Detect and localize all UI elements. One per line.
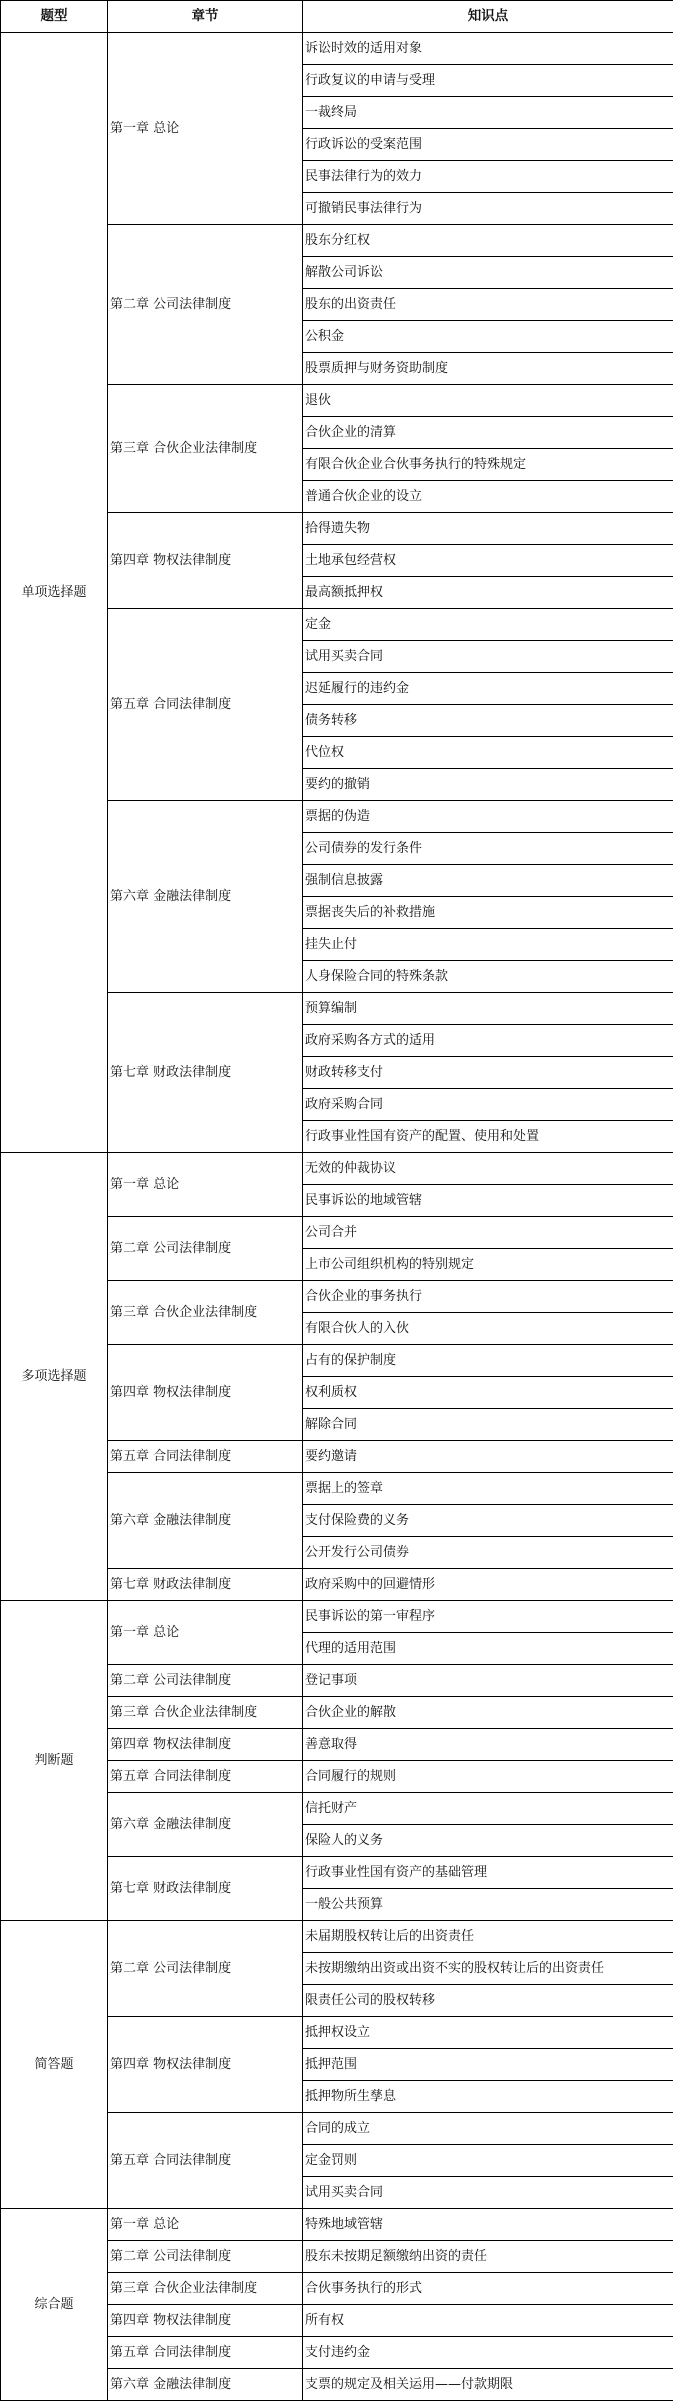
- table-row: [1, 1601, 673, 1633]
- chapter-cell: 第七章 财政法律制度: [108, 1857, 303, 1921]
- knowledge-point-cell: 登记事项: [303, 1665, 673, 1697]
- header-knowledge-point: 知识点: [303, 1, 673, 33]
- knowledge-point-cell: 定金罚则: [303, 2145, 673, 2177]
- knowledge-point-cell: 股东的出资责任: [303, 289, 673, 321]
- chapter-cell: 第三章 合伙企业法律制度: [108, 1697, 303, 1729]
- knowledge-point-cell: 公开发行公司债券: [303, 1537, 673, 1569]
- chapter-cell: 第六章 金融法律制度: [108, 1473, 303, 1569]
- knowledge-point-cell: 定金: [303, 609, 673, 641]
- header-chapter: 章节: [108, 1, 303, 33]
- chapter-cell: 第六章 金融法律制度: [108, 2369, 303, 2401]
- chapter-cell: 第四章 物权法律制度: [108, 1345, 303, 1441]
- knowledge-point-cell: 政府采购各方式的适用: [303, 1025, 673, 1057]
- knowledge-point-cell: 预算编制: [303, 993, 673, 1025]
- knowledge-point-cell: 政府采购合同: [303, 1089, 673, 1121]
- chapter-cell: 第四章 物权法律制度: [108, 513, 303, 609]
- knowledge-point-cell: 公司债券的发行条件: [303, 833, 673, 865]
- knowledge-point-cell: 试用买卖合同: [303, 641, 673, 673]
- knowledge-point-cell: 上市公司组织机构的特别规定: [303, 1249, 673, 1281]
- chapter-cell: 第三章 合伙企业法律制度: [108, 1281, 303, 1345]
- knowledge-point-cell: 诉讼时效的适用对象: [303, 33, 673, 65]
- knowledge-point-cell: 试用买卖合同: [303, 2177, 673, 2209]
- knowledge-point-cell: 人身保险合同的特殊条款: [303, 961, 673, 993]
- knowledge-point-cell: 行政诉讼的受案范围: [303, 129, 673, 161]
- chapter-cell: 第五章 合同法律制度: [108, 1761, 303, 1793]
- table-row: [1, 1921, 673, 1953]
- knowledge-point-cell: 股票质押与财务资助制度: [303, 353, 673, 385]
- knowledge-point-cell: 行政复议的申请与受理: [303, 65, 673, 97]
- knowledge-point-cell: 退伙: [303, 385, 673, 417]
- table-body: [1, 33, 673, 2401]
- knowledge-point-cell: 挂失止付: [303, 929, 673, 961]
- chapter-cell: 第二章 公司法律制度: [108, 1217, 303, 1281]
- knowledge-point-cell: 善意取得: [303, 1729, 673, 1761]
- question-type-cell: 多项选择题: [1, 1153, 108, 1601]
- chapter-cell: 第二章 公司法律制度: [108, 2241, 303, 2273]
- chapter-cell: 第五章 合同法律制度: [108, 2113, 303, 2209]
- knowledge-point-cell: 支票的规定及相关运用——付款期限: [303, 2369, 673, 2401]
- chapter-cell: 第四章 物权法律制度: [108, 2305, 303, 2337]
- question-type-cell: 简答题: [1, 1921, 108, 2209]
- knowledge-point-cell: 合伙企业的清算: [303, 417, 673, 449]
- question-type-cell: 单项选择题: [1, 33, 108, 1153]
- knowledge-point-cell: 债务转移: [303, 705, 673, 737]
- knowledge-point-cell: 公积金: [303, 321, 673, 353]
- header-question-type: 题型: [1, 1, 108, 33]
- knowledge-point-cell: 代位权: [303, 737, 673, 769]
- knowledge-point-cell: 无效的仲裁协议: [303, 1153, 673, 1185]
- knowledge-point-cell: 保险人的义务: [303, 1825, 673, 1857]
- chapter-cell: 第二章 公司法律制度: [108, 225, 303, 385]
- knowledge-point-cell: 合同履行的规则: [303, 1761, 673, 1793]
- knowledge-point-cell: 公司合并: [303, 1217, 673, 1249]
- knowledge-point-cell: 拾得遗失物: [303, 513, 673, 545]
- table-row: [1, 1153, 673, 1185]
- knowledge-point-cell: 票据的伪造: [303, 801, 673, 833]
- knowledge-point-cell: 合伙企业的事务执行: [303, 1281, 673, 1313]
- chapter-cell: 第一章 总论: [108, 1601, 303, 1665]
- knowledge-point-cell: 抵押权设立: [303, 2017, 673, 2049]
- knowledge-point-cell: 特殊地域管辖: [303, 2209, 673, 2241]
- knowledge-point-cell: 强制信息披露: [303, 865, 673, 897]
- knowledge-point-cell: 票据丧失后的补救措施: [303, 897, 673, 929]
- chapter-cell: 第二章 公司法律制度: [108, 1665, 303, 1697]
- knowledge-point-cell: 民事诉讼的第一审程序: [303, 1601, 673, 1633]
- knowledge-point-cell: 土地承包经营权: [303, 545, 673, 577]
- chapter-cell: 第五章 合同法律制度: [108, 609, 303, 801]
- knowledge-point-cell: 解除合同: [303, 1409, 673, 1441]
- chapter-cell: 第五章 合同法律制度: [108, 1441, 303, 1473]
- knowledge-point-cell: 迟延履行的违约金: [303, 673, 673, 705]
- chapter-cell: 第七章 财政法律制度: [108, 1569, 303, 1601]
- knowledge-point-cell: 票据上的签章: [303, 1473, 673, 1505]
- knowledge-point-cell: 抵押物所生孳息: [303, 2081, 673, 2113]
- chapter-cell: 第三章 合伙企业法律制度: [108, 2273, 303, 2305]
- chapter-cell: 第五章 合同法律制度: [108, 2337, 303, 2369]
- knowledge-point-cell: 代理的适用范围: [303, 1633, 673, 1665]
- chapter-cell: 第三章 合伙企业法律制度: [108, 385, 303, 513]
- chapter-cell: 第一章 总论: [108, 1153, 303, 1217]
- knowledge-point-cell: 信托财产: [303, 1793, 673, 1825]
- table-header-row: [1, 1, 673, 33]
- knowledge-point-cell: 股东未按期足额缴纳出资的责任: [303, 2241, 673, 2273]
- table-row: [1, 33, 673, 65]
- knowledge-point-cell: 解散公司诉讼: [303, 257, 673, 289]
- chapter-cell: 第二章 公司法律制度: [108, 1921, 303, 2017]
- question-type-cell: 综合题: [1, 2209, 108, 2401]
- knowledge-point-cell: 政府采购中的回避情形: [303, 1569, 673, 1601]
- chapter-cell: 第一章 总论: [108, 33, 303, 225]
- chapter-cell: 第四章 物权法律制度: [108, 1729, 303, 1761]
- knowledge-point-cell: 普通合伙企业的设立: [303, 481, 673, 513]
- knowledge-point-cell: 合伙企业的解散: [303, 1697, 673, 1729]
- knowledge-point-cell: 所有权: [303, 2305, 673, 2337]
- knowledge-point-cell: 财政转移支付: [303, 1057, 673, 1089]
- knowledge-point-cell: 最高额抵押权: [303, 577, 673, 609]
- knowledge-point-cell: 占有的保护制度: [303, 1345, 673, 1377]
- knowledge-point-cell: 有限合伙人的入伙: [303, 1313, 673, 1345]
- knowledge-point-cell: 合同的成立: [303, 2113, 673, 2145]
- knowledge-point-cell: 合伙事务执行的形式: [303, 2273, 673, 2305]
- question-type-cell: 判断题: [1, 1601, 108, 1921]
- knowledge-point-cell: 可撤销民事法律行为: [303, 193, 673, 225]
- knowledge-point-cell: 要约邀请: [303, 1441, 673, 1473]
- knowledge-point-cell: 有限合伙企业合伙事务执行的特殊规定: [303, 449, 673, 481]
- knowledge-point-cell: 权利质权: [303, 1377, 673, 1409]
- knowledge-point-cell: 抵押范围: [303, 2049, 673, 2081]
- knowledge-point-cell: 未按期缴纳出资或出资不实的股权转让后的出资责任: [303, 1953, 673, 1985]
- chapter-cell: 第一章 总论: [108, 2209, 303, 2241]
- chapter-cell: 第四章 物权法律制度: [108, 2017, 303, 2113]
- knowledge-point-cell: 要约的撤销: [303, 769, 673, 801]
- chapter-cell: 第六章 金融法律制度: [108, 801, 303, 993]
- knowledge-point-cell: 一般公共预算: [303, 1889, 673, 1921]
- knowledge-point-cell: 支付违约金: [303, 2337, 673, 2369]
- knowledge-point-cell: 支付保险费的义务: [303, 1505, 673, 1537]
- knowledge-point-cell: 限责任公司的股权转移: [303, 1985, 673, 2017]
- knowledge-point-cell: 民事诉讼的地域管辖: [303, 1185, 673, 1217]
- knowledge-point-cell: 股东分红权: [303, 225, 673, 257]
- chapter-cell: 第六章 金融法律制度: [108, 1793, 303, 1857]
- knowledge-point-cell: 一裁终局: [303, 97, 673, 129]
- chapter-cell: 第七章 财政法律制度: [108, 993, 303, 1153]
- table-row: [1, 2209, 673, 2241]
- knowledge-point-cell: 行政事业性国有资产的基础管理: [303, 1857, 673, 1889]
- knowledge-point-cell: 未届期股权转让后的出资责任: [303, 1921, 673, 1953]
- knowledge-point-cell: 民事法律行为的效力: [303, 161, 673, 193]
- knowledge-point-cell: 行政事业性国有资产的配置、使用和处置: [303, 1121, 673, 1153]
